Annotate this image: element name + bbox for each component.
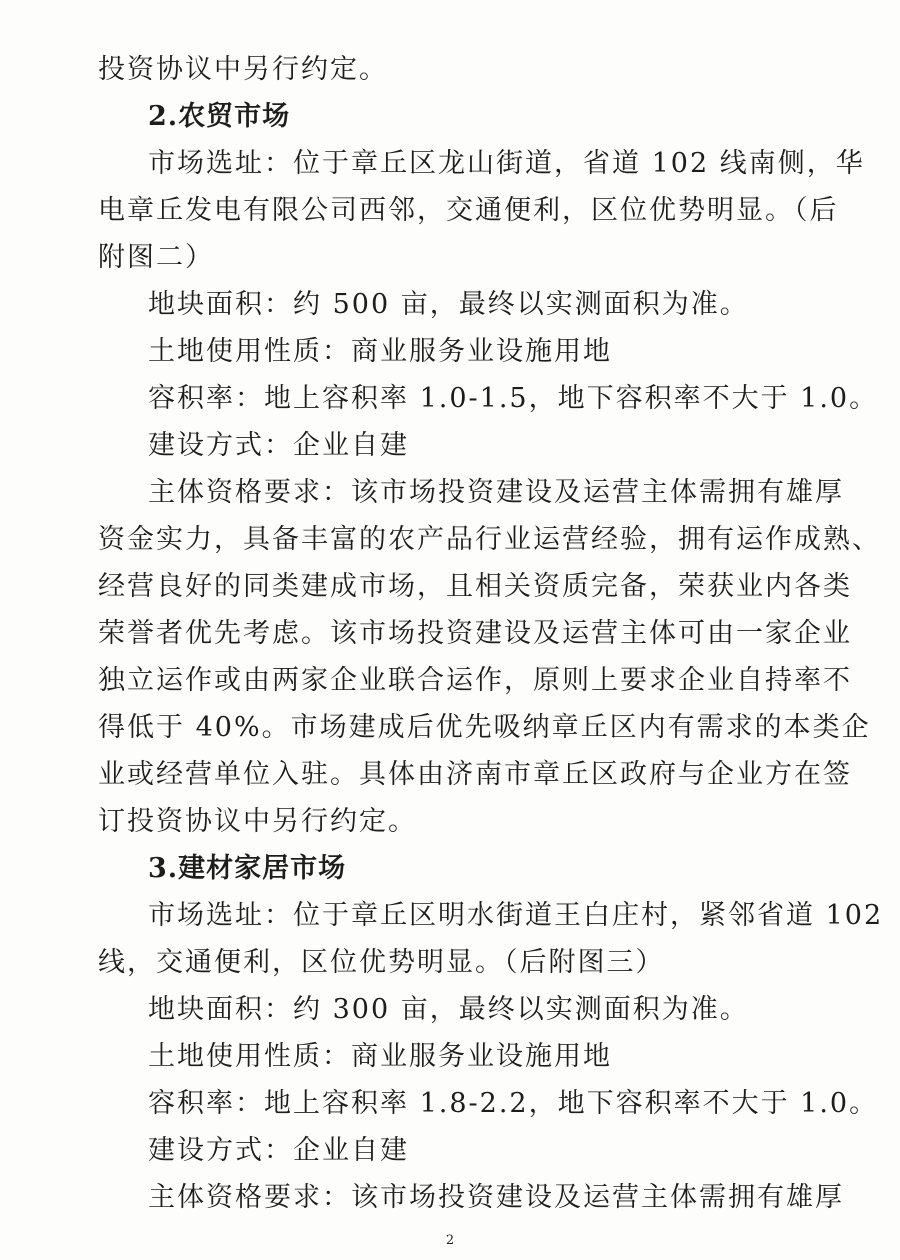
text-line: 投资协议中另行约定。 <box>98 54 388 85</box>
text-line: 线，交通便利，区位优势明显。（后附图三） <box>98 947 665 978</box>
text-line: 订投资协议中另行约定。 <box>98 806 417 837</box>
text-line: 主体资格要求：该市场投资建设及运营主体需拥有雄厚 <box>148 1182 844 1213</box>
text-line: 电章丘发电有限公司西邻，交通便利，区位优势明显。（后 <box>98 195 839 226</box>
text-line: 市场选址：位于章丘区明水街道王白庄村，紧邻省道 102 <box>148 900 884 931</box>
text-line: 荣誉者优先考虑。该市场投资建设及运营主体可由一家企业 <box>98 618 852 649</box>
text-line: 经营良好的同类建成市场，且相关资质完备，荣获业内各类 <box>98 571 852 602</box>
text-line: 容积率：地上容积率 1.0-1.5，地下容积率不大于 1.0。 <box>148 383 879 414</box>
section-heading-building-materials-market: 3.建材家居市场 <box>148 853 347 884</box>
text-line: 主体资格要求：该市场投资建设及运营主体需拥有雄厚 <box>148 477 844 508</box>
text-line: 独立运作或由两家企业联合运作，原则上要求企业自持率不 <box>98 665 852 696</box>
text-line: 地块面积：约 300 亩，最终以实测面积为准。 <box>148 994 749 1025</box>
section-heading-farmers-market: 2.农贸市场 <box>148 101 291 132</box>
text-line: 市场选址：位于章丘区龙山街道，省道 102 线南侧，华 <box>148 148 865 179</box>
text-line: 土地使用性质：商业服务业设施用地 <box>148 1041 612 1072</box>
text-line: 建设方式：企业自建 <box>148 430 409 461</box>
text-line: 得低于 40%。市场建成后优先吸纳章丘区内有需求的本类企 <box>98 712 871 743</box>
text-line: 土地使用性质：商业服务业设施用地 <box>148 336 612 367</box>
text-line: 资金实力，具备丰富的农产品行业运营经验，拥有运作成熟、 <box>98 524 881 555</box>
text-line: 地块面积：约 500 亩，最终以实测面积为准。 <box>148 289 749 320</box>
text-line: 附图二） <box>98 242 214 273</box>
text-line: 业或经营单位入驻。具体由济南市章丘区政府与企业方在签 <box>98 759 852 790</box>
text-line: 建设方式：企业自建 <box>148 1135 409 1166</box>
page-number: 2 <box>445 1233 455 1248</box>
text-line: 容积率：地上容积率 1.8-2.2，地下容积率不大于 1.0。 <box>148 1088 879 1119</box>
